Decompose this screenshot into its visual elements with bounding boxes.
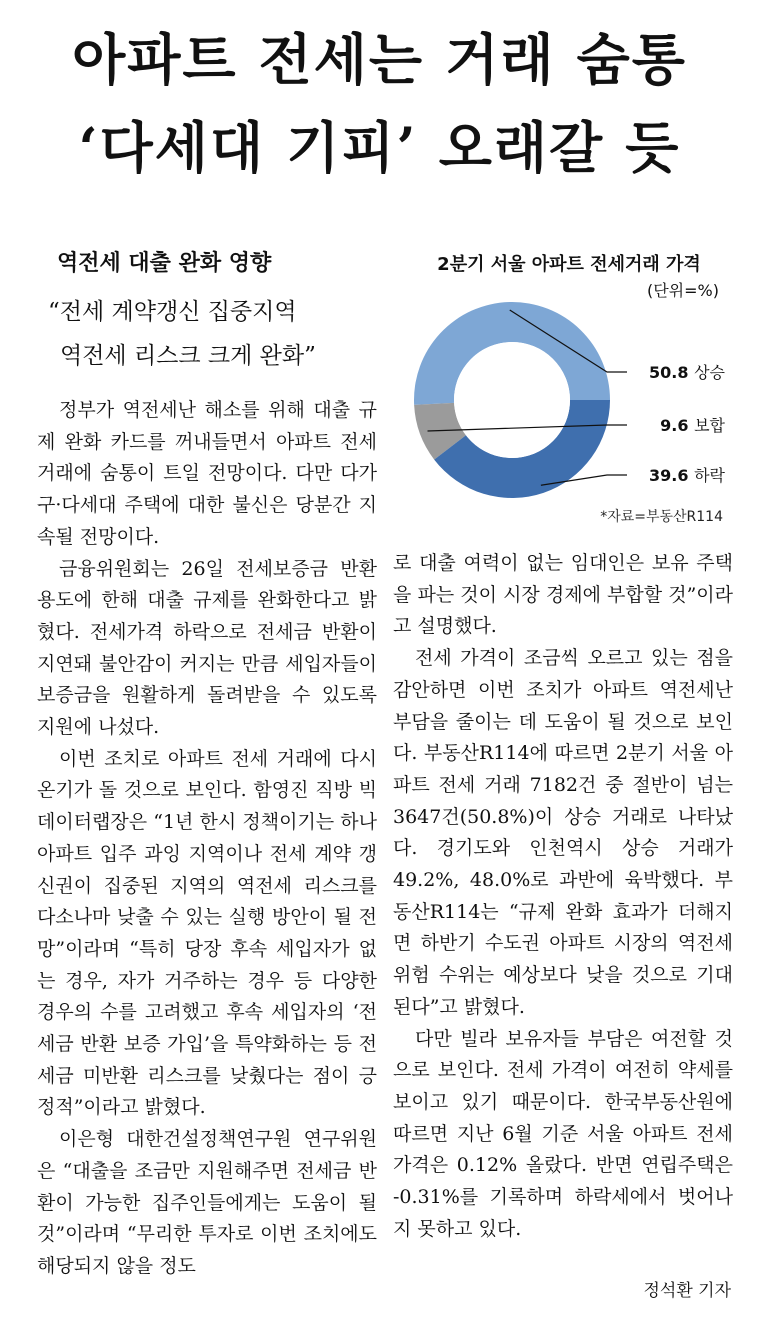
- slice-category-2: 하락: [694, 466, 725, 485]
- headline-line-1: 아파트 전세는 거래 숨통: [72, 27, 687, 92]
- chart-title: 2분기 서울 아파트 전세거래 가격: [437, 254, 701, 275]
- slice-category-0: 상승: [694, 363, 725, 382]
- slice-label-1: [660, 416, 725, 435]
- slice-value-2: 39.6: [649, 466, 695, 485]
- chart-unit: (단위=%): [646, 281, 719, 300]
- article-paragraph: 이번 조치로 아파트 전세 거래에 다시 온기가 돌 것으로 보인다. 함영진 직방 빅데이터랩장은 “1년 한시 정책이기는 하나 아파트 입주 과잉 지역이나 전세 계약 갱신권이 집중된 지역의 역전세 리스크를 다소나마 낮출 수 있는 실행 방안이 될 전망”이라며 “특히 당장 후속 세입자가 없는 경우, 자가 거주하는 경우 등 다양한 경우의 수를 고려했고 후속 세입자의 ‘전세금 반환 보증 가입’을 특약화하는 등 전세금 미반환 리스크를 낮췄다는 점이 긍정적”이라고 밝혔다.: [37, 747, 377, 1119]
- slice-value-0: 50.8: [649, 363, 695, 382]
- headline-line-2: ‘다세대 기피’ 오래갈 듯: [78, 115, 681, 180]
- article-paragraph: 정부가 역전세난 해소를 위해 대출 규제 완화 카드를 꺼내들면서 아파트 전세 거래에 숨통이 트일 전망이다. 다만 다가구·다세대 주택에 대한 불신은 당분간 지속될 전망이다.: [37, 399, 377, 548]
- article-paragraph: 다만 빌라 보유자들 부담은 여전할 것으로 보인다. 전세 가격이 여전히 약세를 보이고 있기 때문이다. 한국부동산원에 따르면 지난 6월 기준 서울 아파트 전세 가격은 0.12% 올랐다. 반면 연립주택은 -0.31%를 기록하며 하락세에서 벗어나지 못하고 있다.: [393, 1027, 733, 1240]
- article-paragraph: 전세 가격이 조금씩 오르고 있는 점을 감안하면 이번 조치가 아파트 역전세난 부담을 줄이는 데 도움이 될 것으로 보인다. 부동산R114에 따르면 2분기 서울 아파트 전세 거래 7182건 중 절반이 넘는 3647건(50.8%)이 상승 거래로 나타났다. 경기도와 인천역시 상승 거래가 49.2%, 48.0%로 과반에 육박했다. 부동산R114는 “규제 완화 효과가 더해지면 하반기 수도권 아파트 시장의 역전세 위험 수위는 예상보다 낮을 것으로 기대된다”고 밝혔다.: [393, 647, 733, 1018]
- subheadline-kicker: 역전세 대출 완화 영향: [57, 251, 272, 276]
- article-paragraph: 금융위원회는 26일 전세보증금 반환 용도에 한해 대출 규제를 완화한다고 밝혔다. 전세가격 하락으로 전세금 반환이 지연돼 불안감이 커지는 만큼 세입자들이 보증금을 원활하게 돌려받을 수 있도록 지원에 나섰다.: [37, 557, 377, 739]
- donut-chart: [395, 275, 735, 525]
- chart-source: *자료=부동산R114: [600, 509, 723, 525]
- slice-category-1: 보합: [694, 416, 725, 435]
- donut-hole: [454, 342, 570, 458]
- subheadline-quote-line-1: “전세 계약갱신 집중지역: [48, 299, 297, 325]
- article-paragraph-continued: 로 대출 여력이 없는 임대인은 보유 주택을 파는 것이 시장 경제에 부합할 것”이라고 설명했다.: [393, 552, 733, 638]
- slice-label-0: [649, 363, 726, 382]
- subheadline-quote: [48, 290, 368, 378]
- slice-value-1: 9.6: [660, 416, 695, 435]
- article-right-column: [393, 548, 733, 1245]
- slice-label-2: [649, 466, 726, 485]
- article-left-column: [37, 395, 377, 1283]
- subheadline-quote-line-2: 역전세 리스크 크게 완화”: [60, 343, 316, 369]
- article-paragraph: 이은형 대한건설정책연구원 연구위원은 “대출을 조금만 지원해주면 전세금 반환이 가능한 집주인들에게는 도움이 될 것”이라며 “무리한 투자로 이번 조치에도 해당되지 않을 정도: [37, 1128, 377, 1277]
- byline: 정석환 기자: [643, 1281, 731, 1301]
